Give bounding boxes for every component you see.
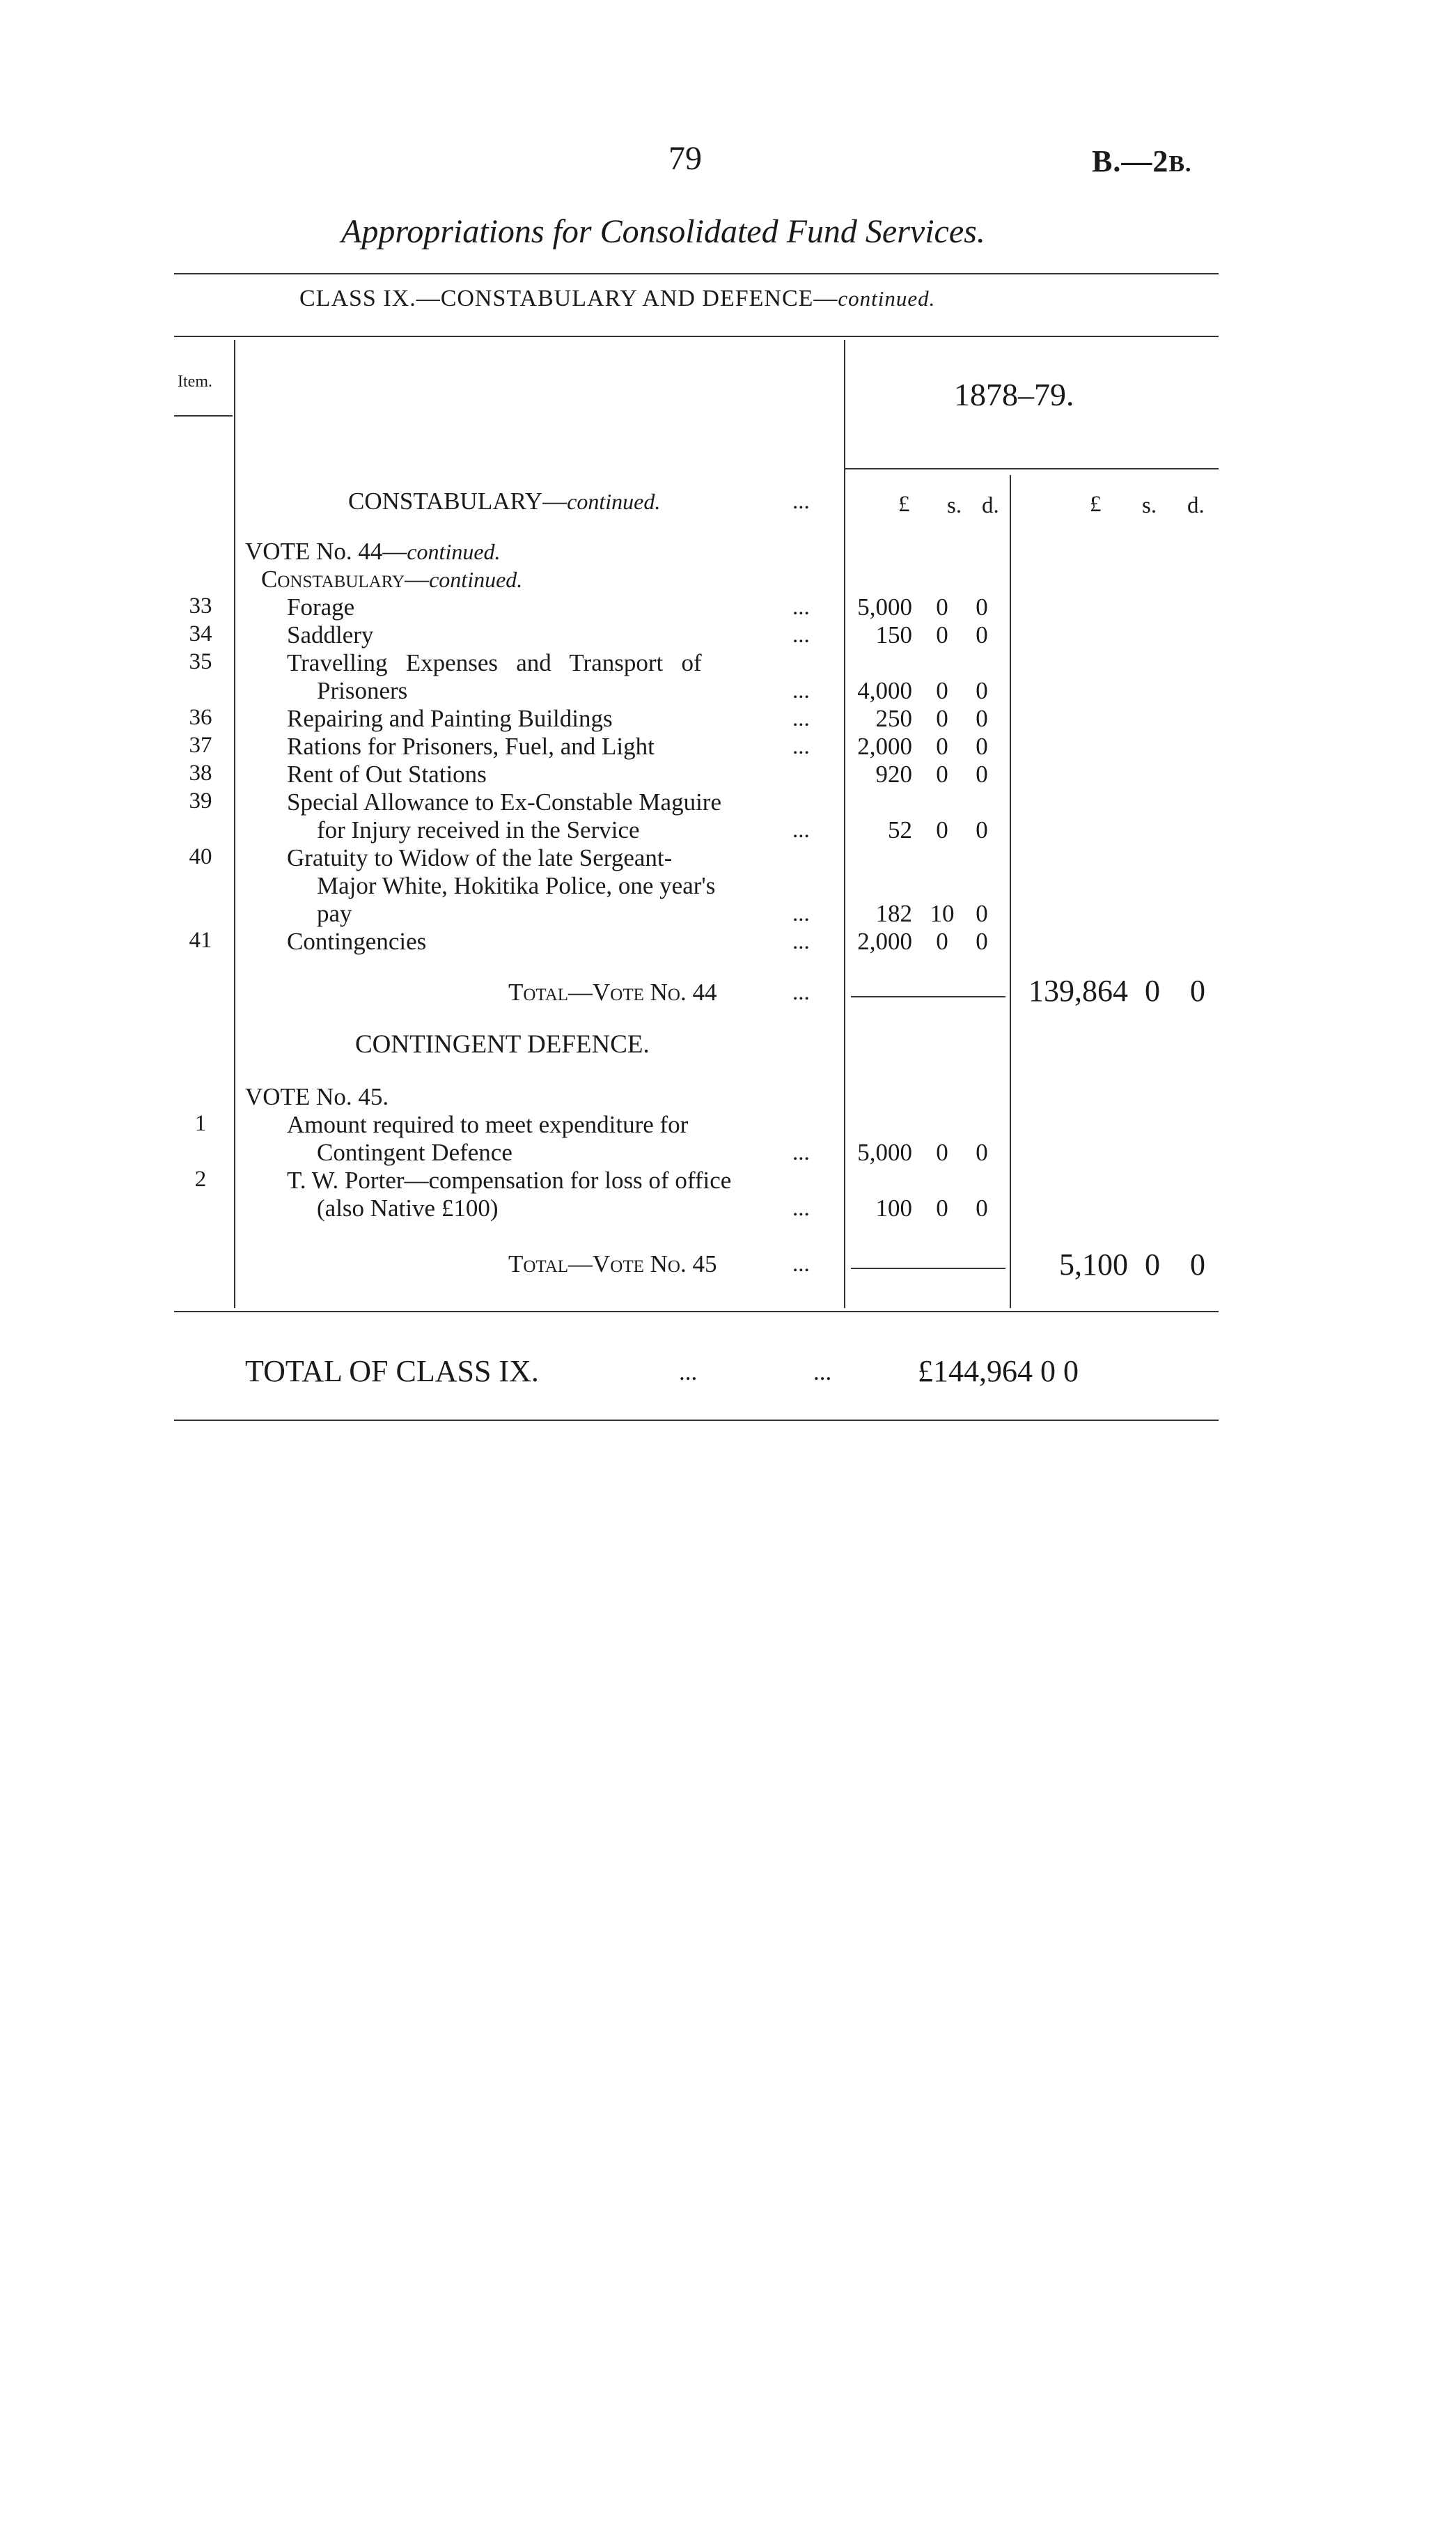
total-rule-44 bbox=[851, 996, 1005, 997]
item-amount-pence: 0 bbox=[976, 593, 988, 621]
item-number: 39 bbox=[189, 788, 212, 814]
item-number: 35 bbox=[189, 649, 212, 674]
year-header-rule bbox=[844, 468, 1219, 469]
item-amount-pence: 0 bbox=[976, 900, 988, 927]
item-amount-pence: 0 bbox=[976, 1195, 988, 1222]
item-description-line: (also Native £100) bbox=[317, 1195, 499, 1222]
page-number: 79 bbox=[668, 140, 702, 177]
section-title-constabulary: CONSTABULARY—continued. bbox=[348, 488, 661, 515]
leader-dots: ... bbox=[792, 929, 810, 954]
item-number: 38 bbox=[189, 761, 212, 786]
item-description-line: Major White, Hokitika Police, one year's bbox=[317, 872, 716, 899]
item-description-line: Rations for Prisoners, Fuel, and Light bbox=[287, 733, 655, 760]
class-title: CLASS IX.—CONSTABULARY AND DEFENCE—continued. bbox=[299, 286, 936, 311]
item-amount-pounds: 920 bbox=[875, 761, 912, 788]
item-description-line: Contingent Defence bbox=[317, 1139, 512, 1166]
item-amount-pence: 0 bbox=[976, 705, 988, 732]
item-amount-pounds: 150 bbox=[875, 621, 912, 648]
total-vote-45-shillings: 0 bbox=[1145, 1247, 1160, 1282]
leader-dots: ... bbox=[679, 1358, 698, 1385]
item-amount-shillings: 0 bbox=[936, 593, 948, 621]
subsection-constabulary: Constabulary—continued. bbox=[261, 566, 523, 593]
item-amount-shillings: 0 bbox=[936, 761, 948, 788]
item-amount-shillings: 0 bbox=[936, 621, 948, 648]
rule-bottom bbox=[174, 1420, 1219, 1421]
leader-dots: ... bbox=[792, 901, 810, 926]
item-description-line: T. W. Porter—compensation for loss of office bbox=[287, 1167, 732, 1194]
total-vote-44-pounds: 139,864 bbox=[1028, 974, 1128, 1008]
leader-dots: ... bbox=[792, 818, 810, 843]
item-number: 34 bbox=[189, 621, 212, 646]
item-description-line: pay bbox=[317, 900, 352, 927]
item-description-line: Prisoners bbox=[317, 677, 408, 704]
item-amount-pounds: 250 bbox=[875, 705, 912, 732]
leader-dots: ... bbox=[813, 1358, 832, 1385]
penny-header-total: d. bbox=[1187, 493, 1205, 518]
item-amount-pounds: 5,000 bbox=[857, 1139, 912, 1166]
item-number: 1 bbox=[194, 1111, 207, 1136]
item-number: 33 bbox=[189, 593, 212, 619]
penny-header: d. bbox=[982, 493, 999, 518]
item-amount-pounds: 100 bbox=[875, 1195, 912, 1222]
total-vote-44-label: Total—Vote No. 44 bbox=[508, 979, 717, 1006]
total-vote-44-pence: 0 bbox=[1190, 974, 1205, 1008]
item-amount-pence: 0 bbox=[976, 816, 988, 844]
item-description-line: Saddlery bbox=[287, 621, 374, 648]
item-number: 2 bbox=[194, 1167, 207, 1192]
item-description-line: Repairing and Painting Buildings bbox=[287, 705, 613, 732]
shilling-header: s. bbox=[947, 493, 962, 518]
item-amount-pounds: 182 bbox=[875, 900, 912, 927]
item-number: 41 bbox=[189, 928, 212, 953]
item-amount-pounds: 2,000 bbox=[857, 928, 912, 955]
inner-column-divider bbox=[1010, 475, 1011, 1308]
leader-dots: ... bbox=[792, 1252, 810, 1277]
item-amount-pounds: 52 bbox=[888, 816, 912, 844]
leader-dots: ... bbox=[792, 706, 810, 731]
item-amount-pence: 0 bbox=[976, 733, 988, 760]
item-description-line: Contingencies bbox=[287, 928, 427, 955]
page-heading: Appropriations for Consolidated Fund Services. bbox=[341, 213, 985, 250]
total-vote-44-shillings: 0 bbox=[1145, 974, 1160, 1008]
item-description-line: for Injury received in the Service bbox=[317, 816, 640, 844]
item-amount-pence: 0 bbox=[976, 761, 988, 788]
item-amount-pence: 0 bbox=[976, 621, 988, 648]
item-description-line: Gratuity to Widow of the late Sergeant- bbox=[287, 844, 673, 871]
item-column-divider bbox=[234, 340, 235, 1308]
leader-dots: ... bbox=[792, 734, 810, 759]
rule-under-class bbox=[174, 336, 1219, 337]
item-amount-pence: 0 bbox=[976, 1139, 988, 1166]
item-amount-pence: 0 bbox=[976, 928, 988, 955]
item-description-line: Forage bbox=[287, 593, 355, 621]
vote-44-label: VOTE No. 44—continued. bbox=[245, 538, 501, 565]
item-column-header: Item. bbox=[178, 373, 212, 391]
item-description-line: Travelling Expenses and Transport of bbox=[287, 649, 702, 676]
item-description-line: Rent of Out Stations bbox=[287, 761, 487, 788]
total-vote-45-pounds: 5,100 bbox=[1059, 1247, 1128, 1282]
item-amount-shillings: 0 bbox=[936, 677, 948, 704]
shilling-header-total: s. bbox=[1142, 493, 1157, 518]
item-number: 37 bbox=[189, 733, 212, 758]
rule-top bbox=[174, 273, 1219, 274]
leader-dots: ... bbox=[792, 678, 810, 704]
pound-header-total: £ bbox=[1090, 492, 1102, 517]
item-amount-shillings: 0 bbox=[936, 816, 948, 844]
item-amount-pounds: 4,000 bbox=[857, 677, 912, 704]
item-amount-shillings: 0 bbox=[936, 733, 948, 760]
item-description-line: Special Allowance to Ex-Constable Maguire bbox=[287, 788, 722, 816]
item-amount-pence: 0 bbox=[976, 677, 988, 704]
pound-header: £ bbox=[898, 492, 910, 517]
item-amount-shillings: 0 bbox=[936, 928, 948, 955]
leader-dots: ... bbox=[792, 1196, 810, 1221]
leader-dots: ... bbox=[792, 595, 810, 620]
total-vote-45-pence: 0 bbox=[1190, 1247, 1205, 1282]
vote-45-label: VOTE No. 45. bbox=[245, 1083, 389, 1110]
leader-dots: ... bbox=[792, 1140, 810, 1165]
leader-dots: ... bbox=[792, 489, 810, 514]
leader-dots: ... bbox=[792, 623, 810, 648]
rule-before-grand-total bbox=[174, 1311, 1219, 1312]
item-amount-shillings: 0 bbox=[936, 1139, 948, 1166]
item-amount-pounds: 5,000 bbox=[857, 593, 912, 621]
item-header-rule bbox=[174, 415, 233, 417]
grand-total-amount: £144,964 0 0 bbox=[918, 1354, 1079, 1388]
document-code: B.—2B. bbox=[1092, 144, 1192, 178]
year-header: 1878–79. bbox=[954, 377, 1074, 412]
leader-dots: ... bbox=[792, 980, 810, 1005]
item-amount-shillings: 0 bbox=[936, 705, 948, 732]
total-rule-45 bbox=[851, 1268, 1005, 1269]
total-vote-45-label: Total—Vote No. 45 bbox=[508, 1250, 717, 1277]
item-number: 40 bbox=[189, 844, 212, 869]
item-description-line: Amount required to meet expenditure for bbox=[287, 1111, 689, 1138]
grand-total-label: TOTAL OF CLASS IX. bbox=[245, 1354, 539, 1388]
section-title-contingent-defence: CONTINGENT DEFENCE. bbox=[355, 1030, 650, 1059]
item-amount-pounds: 2,000 bbox=[857, 733, 912, 760]
item-number: 36 bbox=[189, 705, 212, 730]
item-amount-shillings: 0 bbox=[936, 1195, 948, 1222]
item-amount-shillings: 10 bbox=[930, 900, 955, 927]
